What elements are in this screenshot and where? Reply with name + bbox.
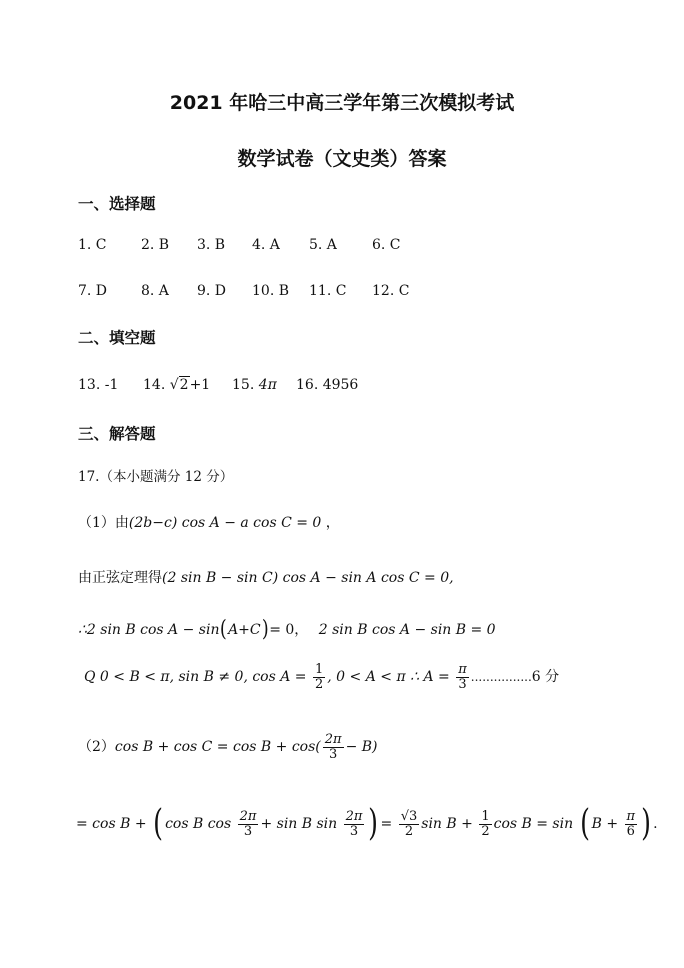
section-heading-solution: 三、解答题: [78, 425, 156, 443]
solution-line-5: （2）cos B + cos C = cos B + cos( $\frac{2\pi}{3}$ − B): [78, 732, 378, 762]
answer-item: 12. C: [372, 283, 410, 299]
fraction: $\frac{√3}{2}$: [400, 808, 418, 839]
solution-line-1: （1）由(2b−c) cos A − a cos C = 0 ，: [78, 515, 340, 531]
fraction: $\frac{\pi}{3}$: [458, 662, 467, 692]
answer-item: 3. B: [197, 237, 226, 253]
sqrt-expression: √2: [169, 377, 189, 393]
fraction: $\frac{2\pi}{3}$: [345, 808, 363, 839]
document-title: 2021 年哈三中高三学年第三次模拟考试: [169, 92, 515, 114]
answer-item: 2. B: [141, 237, 170, 253]
fraction: $\frac{\pi}{6}$: [626, 808, 636, 839]
solution-line-6: = cos B + ( cos B cos $\frac{2\pi}{3}$ + sin B sin $\frac{2\pi}{3}$ ) = $\frac{√3}{2}$ sin B + $\frac{1}{2}$ cos B = sin ( B + $\frac{\pi}{6}$ ) .: [76, 803, 658, 844]
answer-item: 6. C: [372, 237, 401, 253]
section-heading-choice: 一、选择题: [78, 195, 156, 213]
answer-item: 8. A: [141, 283, 169, 299]
solution-line-2: 由正弦定理得(2 sin B − sin C) cos A − sin A cos C = 0,: [78, 570, 454, 586]
answer-item: 14. √2+1: [143, 377, 211, 393]
answer-item: 5. A: [309, 237, 337, 253]
fraction: $\frac{1}{2}$: [315, 662, 324, 692]
answer-label: 15.: [232, 377, 255, 393]
answer-item: 15. 4π: [232, 377, 277, 393]
solution-line-3: ∴2 sin B cos A − sin(A+C)= 0， 2 sin B cos A − sin B = 0: [78, 617, 496, 642]
answer-item: 13. -1: [78, 377, 119, 393]
answer-item: 16. 4956: [296, 377, 359, 393]
answer-item: 10. B: [252, 283, 290, 299]
fraction: $\frac{2\pi}{3}$: [324, 732, 342, 762]
fraction: $\frac{1}{2}$: [481, 808, 490, 839]
document-subtitle: 数学试卷（文史类）答案: [237, 148, 447, 170]
answer-label: 14.: [143, 377, 166, 393]
answer-item: 9. D: [197, 283, 227, 299]
question-17-header: 17.（本小题满分 12 分）: [78, 469, 234, 485]
answer-item: 7. D: [78, 283, 108, 299]
solution-line-4: Q 0 < B < π, sin B ≠ 0, cos A = $\frac{1}{2}$ , 0 < A < π ∴ A = $\frac{\pi}{3}$ ................6 分: [84, 662, 560, 692]
score-label: 6 分: [531, 669, 560, 686]
answer-item: 4. A: [252, 237, 280, 253]
answer-item: 11. C: [309, 283, 347, 299]
section-heading-fill: 二、填空题: [78, 329, 156, 347]
fraction: $\frac{2\pi}{3}$: [239, 808, 257, 839]
answer-item: 1. C: [78, 237, 107, 253]
